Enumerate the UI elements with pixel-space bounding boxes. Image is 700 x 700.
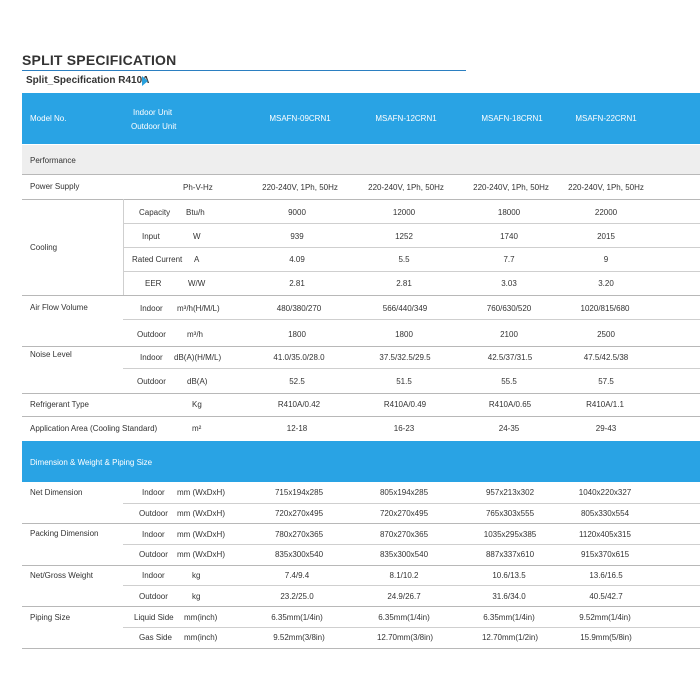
table-cell: 3.03 xyxy=(501,279,517,288)
row-unit: mm(inch) xyxy=(184,633,218,642)
page-title: SPLIT SPECIFICATION xyxy=(22,52,177,68)
table-cell: 9.52mm(3/8in) xyxy=(273,633,325,642)
table-header xyxy=(22,93,700,144)
table-cell: R410A/0.65 xyxy=(488,400,532,409)
table-cell: 10.6/13.5 xyxy=(492,571,526,580)
table-cell: 765x303x555 xyxy=(485,509,535,518)
sub-row-label: Outdoor xyxy=(139,592,168,601)
table-cell: 6.35mm(1/4in) xyxy=(378,613,430,622)
table-cell: 24-35 xyxy=(498,424,520,433)
table-cell: 870x270x365 xyxy=(379,530,429,539)
header-outdoor-unit: Outdoor Unit xyxy=(131,122,177,131)
row-unit: mm (WxDxH) xyxy=(177,509,225,518)
row-unit: mm (WxDxH) xyxy=(177,530,225,539)
sub-row-label: Outdoor xyxy=(139,550,168,559)
table-cell: 15.9mm(5/8in) xyxy=(580,633,632,642)
row-label: Cooling xyxy=(30,243,58,252)
row-divider xyxy=(123,503,700,504)
table-cell: 2.81 xyxy=(396,279,412,288)
table-cell: 23.2/25.0 xyxy=(280,592,314,601)
row-unit: mm(inch) xyxy=(184,613,218,622)
table-cell: 37.5/32.5/29.5 xyxy=(379,353,431,362)
sub-row-label: Indoor xyxy=(140,304,163,313)
row-divider xyxy=(123,319,700,320)
sub-row-label: Indoor xyxy=(142,571,165,580)
row-divider xyxy=(123,627,700,628)
sub-row-label: Outdoor xyxy=(137,330,166,339)
table-cell: 24.9/26.7 xyxy=(387,592,421,601)
table-cell: 7.4/9.4 xyxy=(284,571,310,580)
table-cell: 835x300x540 xyxy=(274,550,324,559)
header-model: MSAFN-12CRN1 xyxy=(375,114,437,123)
table-cell: 22000 xyxy=(594,208,618,217)
table-cell: R410A/0.42 xyxy=(277,400,321,409)
row-divider xyxy=(22,295,700,296)
sub-row-label: Indoor xyxy=(142,488,165,497)
table-cell: 780x270x365 xyxy=(274,530,324,539)
row-label: Refrigerant Type xyxy=(30,400,89,409)
table-cell: 12.70mm(3/8in) xyxy=(376,633,434,642)
table-cell: 805x330x554 xyxy=(580,509,630,518)
table-cell: 1035x295x385 xyxy=(483,530,537,539)
row-divider xyxy=(22,174,700,175)
header-indoor-unit: Indoor Unit xyxy=(133,108,173,117)
table-cell: 42.5/37/31.5 xyxy=(487,353,533,362)
sub-row-label: Input xyxy=(142,232,160,241)
table-cell: 55.5 xyxy=(501,377,517,386)
row-unit: kg xyxy=(192,592,201,601)
row-divider xyxy=(22,606,700,607)
table-cell: 12000 xyxy=(392,208,416,217)
table-cell: 2.81 xyxy=(289,279,305,288)
row-divider xyxy=(22,393,700,394)
section-dimension: Dimension & Weight & Piping Size xyxy=(30,458,153,467)
sub-row-label: Liquid Side xyxy=(134,613,174,622)
row-label: Air Flow Volume xyxy=(30,303,88,312)
row-divider xyxy=(123,544,700,545)
table-cell: 715x194x285 xyxy=(274,488,324,497)
sub-row-label: EER xyxy=(145,279,162,288)
table-cell: 41.0/35.0/28.0 xyxy=(273,353,325,362)
table-cell: 12.70mm(1/2in) xyxy=(481,633,539,642)
table-cell: 9000 xyxy=(288,208,306,217)
table-cell: 13.6/16.5 xyxy=(589,571,623,580)
table-cell: 939 xyxy=(290,232,304,241)
table-cell: 5.5 xyxy=(398,255,410,264)
table-cell: 1740 xyxy=(500,232,518,241)
table-cell: 720x270x495 xyxy=(274,509,324,518)
table-cell: 8.1/10.2 xyxy=(389,571,419,580)
table-cell: 957x213x302 xyxy=(485,488,535,497)
table-cell: 480/380/270 xyxy=(276,304,322,313)
row-label: Net Dimension xyxy=(30,488,83,497)
table-cell: 835x300x540 xyxy=(379,550,429,559)
row-divider xyxy=(123,223,700,224)
row-unit: dB(A) xyxy=(187,377,208,386)
row-divider xyxy=(123,271,700,272)
row-unit: m³/h xyxy=(187,330,203,339)
table-cell: 4.09 xyxy=(289,255,305,264)
row-label: Net/Gross Weight xyxy=(30,571,93,580)
row-unit: kg xyxy=(192,571,201,580)
table-cell: 12-18 xyxy=(286,424,308,433)
table-cell: 6.35mm(1/4in) xyxy=(483,613,535,622)
table-cell: 31.6/34.0 xyxy=(492,592,526,601)
header-model-no: Model No. xyxy=(30,114,67,123)
title-underline xyxy=(22,70,466,71)
arrow-right-icon xyxy=(142,76,148,86)
row-label: Power Supply xyxy=(30,182,80,191)
table-cell: 2500 xyxy=(597,330,615,339)
row-label: Packing Dimension xyxy=(30,529,99,538)
section-subtitle: Split_Specification R410A xyxy=(26,75,150,86)
table-cell: 3.20 xyxy=(598,279,614,288)
table-cell: 220-240V, 1Ph, 50Hz xyxy=(262,183,338,192)
table-cell: 1800 xyxy=(288,330,306,339)
row-label: Noise Level xyxy=(30,350,72,359)
row-unit: Kg xyxy=(192,400,202,409)
row-divider xyxy=(22,648,700,649)
table-cell: 16-23 xyxy=(393,424,415,433)
table-cell: 915x370x615 xyxy=(580,550,630,559)
table-cell: 1040x220x327 xyxy=(578,488,632,497)
sub-row-label: Rated Current xyxy=(132,255,183,264)
sub-row-label: Gas Side xyxy=(139,633,172,642)
row-unit: mm (WxDxH) xyxy=(177,550,225,559)
table-cell: 51.5 xyxy=(396,377,412,386)
table-cell: 887x337x610 xyxy=(485,550,535,559)
table-cell: 720x270x495 xyxy=(379,509,429,518)
row-divider xyxy=(22,523,700,524)
sub-row-label: Indoor xyxy=(140,353,163,362)
row-unit: dB(A)(H/M/L) xyxy=(174,353,222,362)
sub-row-label: Outdoor xyxy=(139,509,168,518)
table-cell: 566/440/349 xyxy=(382,304,428,313)
row-divider xyxy=(123,368,700,369)
row-unit: mm (WxDxH) xyxy=(177,488,225,497)
row-label: Piping Size xyxy=(30,613,71,622)
row-divider xyxy=(22,346,700,347)
header-model: MSAFN-09CRN1 xyxy=(269,114,331,123)
table-cell: 57.5 xyxy=(598,377,614,386)
row-unit: m² xyxy=(192,424,202,433)
table-cell: 47.5/42.5/38 xyxy=(583,353,629,362)
header-model: MSAFN-18CRN1 xyxy=(481,114,543,123)
sub-row-label: Indoor xyxy=(142,530,165,539)
table-cell: 1800 xyxy=(395,330,413,339)
table-cell: 1252 xyxy=(395,232,413,241)
section-dimension-band xyxy=(22,441,700,482)
table-cell: 7.7 xyxy=(503,255,515,264)
row-unit: A xyxy=(194,255,200,264)
table-cell: R410A/1.1 xyxy=(586,400,624,409)
section-performance: Performance xyxy=(30,156,76,165)
table-cell: 805x194x285 xyxy=(379,488,429,497)
sub-row-label: Outdoor xyxy=(137,377,166,386)
table-cell: 2100 xyxy=(500,330,518,339)
table-cell: 220-240V, 1Ph, 50Hz xyxy=(473,183,549,192)
table-cell: 9 xyxy=(603,255,609,264)
table-cell: 1120x405x315 xyxy=(579,530,631,539)
row-divider xyxy=(22,565,700,566)
sub-row-label: Capacity xyxy=(139,208,171,217)
table-cell: 220-240V, 1Ph, 50Hz xyxy=(568,183,644,192)
table-cell: 9.52mm(1/4in) xyxy=(579,613,631,622)
row-unit: W xyxy=(193,232,201,241)
table-cell: 18000 xyxy=(497,208,521,217)
row-label: Application Area (Cooling Standard) xyxy=(30,424,158,433)
table-cell: R410A/0.49 xyxy=(383,400,427,409)
table-cell: 29-43 xyxy=(595,424,617,433)
row-unit: Ph-V-Hz xyxy=(183,183,213,192)
row-divider xyxy=(123,585,700,586)
table-cell: 40.5/42.7 xyxy=(589,592,623,601)
table-cell: 6.35mm(1/4in) xyxy=(271,613,323,622)
section-performance-bg xyxy=(22,145,700,174)
table-cell: 52.5 xyxy=(289,377,305,386)
row-unit: m³/h(H/M/L) xyxy=(177,304,220,313)
header-model: MSAFN-22CRN1 xyxy=(575,114,637,123)
table-cell: 1020/815/680 xyxy=(580,304,630,313)
table-cell: 220-240V, 1Ph, 50Hz xyxy=(368,183,444,192)
row-unit: W/W xyxy=(188,279,206,288)
row-divider xyxy=(22,416,700,417)
table-cell: 2015 xyxy=(597,232,615,241)
row-divider xyxy=(123,247,700,248)
table-cell: 760/630/520 xyxy=(486,304,532,313)
row-unit: Btu/h xyxy=(186,208,205,217)
